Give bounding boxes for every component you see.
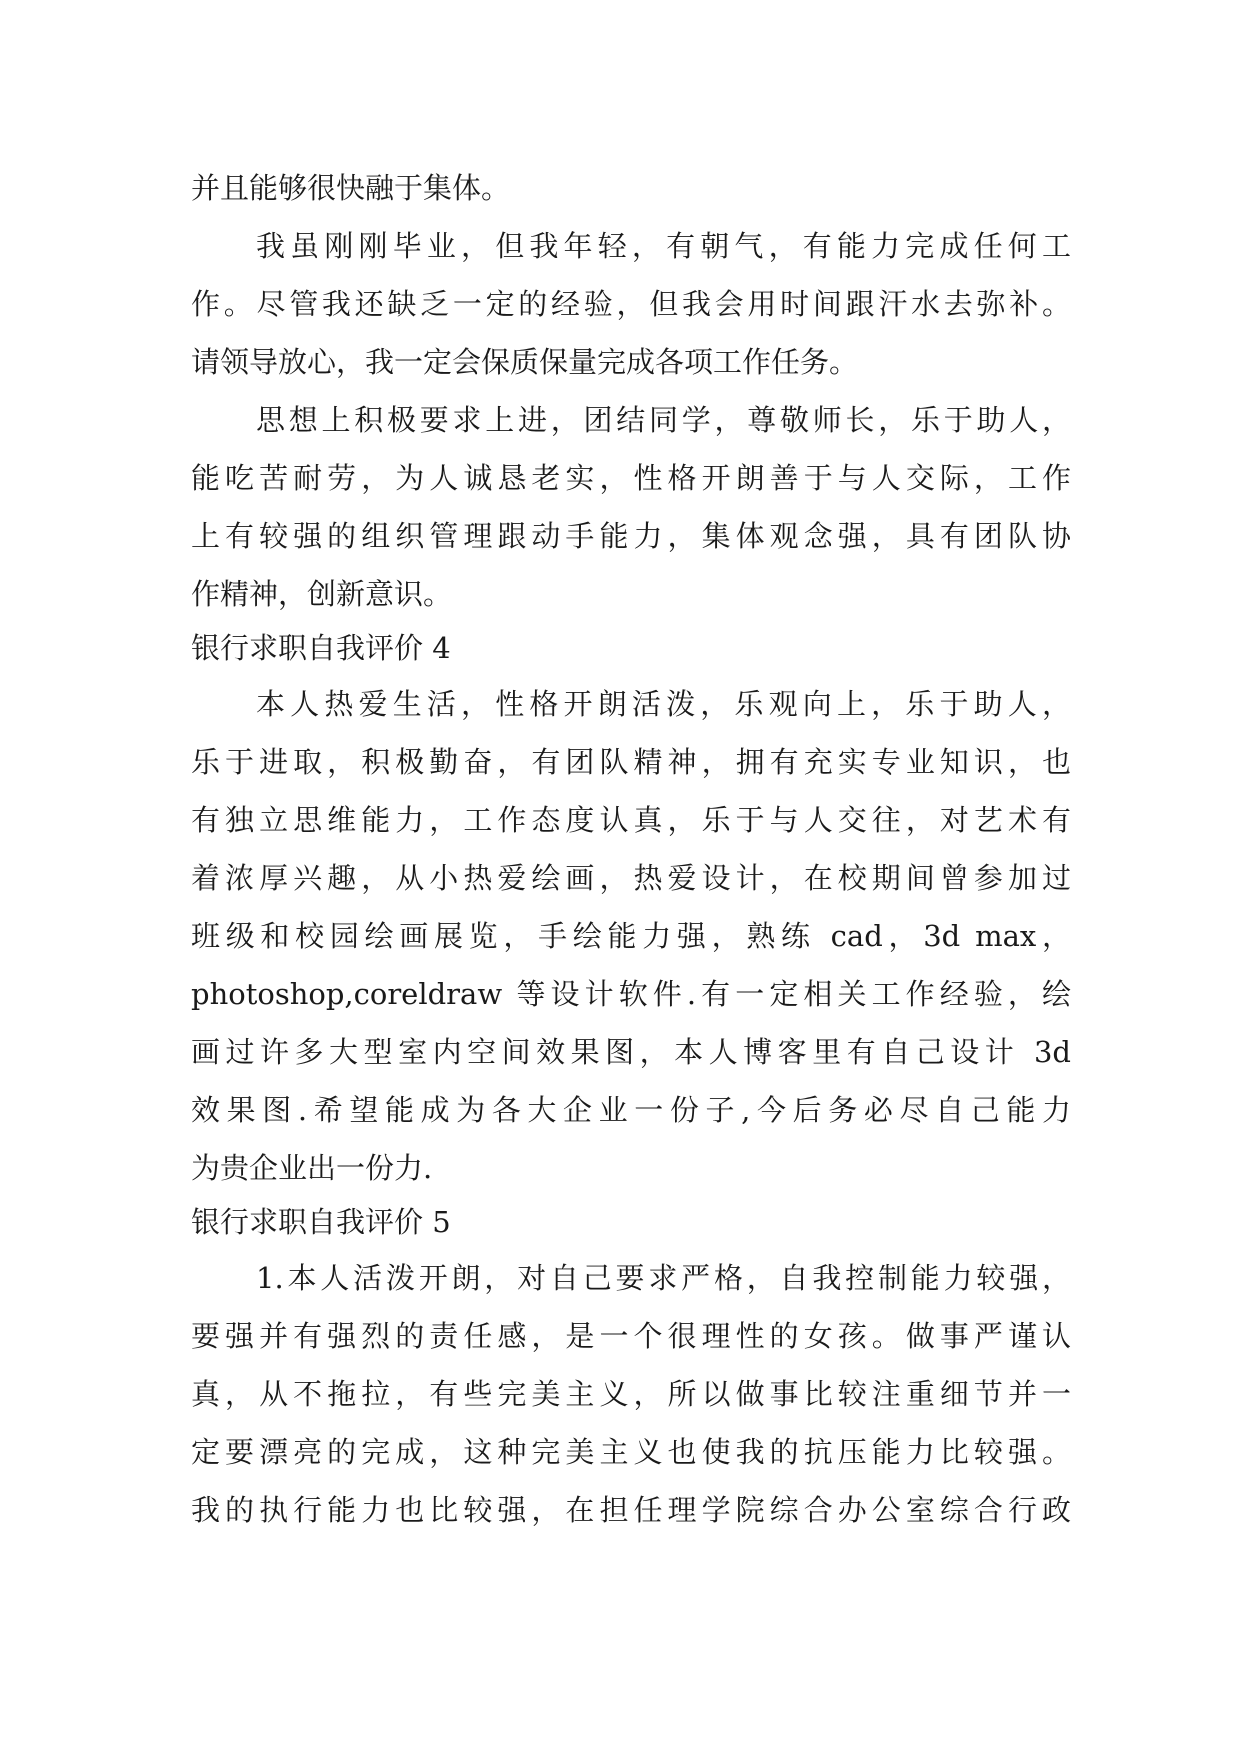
text-line: 真，从不拖拉，有些完美主义，所以做事比较注重细节并一 (191, 1377, 1071, 1411)
text-line: 效果图.希望能成为各大企业一份子,今后务必尽自己能力 (191, 1093, 1071, 1127)
text-line: photoshop,coreldraw 等设计软件.有一定相关工作经验，绘 (191, 977, 1071, 1011)
text-line: 能吃苦耐劳，为人诚恳老实，性格开朗善于与人交际，工作 (191, 461, 1071, 495)
text-line: 班级和校园绘画展览，手绘能力强，熟练 cad，3d max， (191, 919, 1071, 953)
section-heading: 银行求职自我评价 5 (191, 1205, 451, 1239)
text-line: 定要漂亮的完成，这种完美主义也使我的抗压能力比较强。 (191, 1435, 1071, 1469)
text-line: 请领导放心，我一定会保质保量完成各项工作任务。 (191, 345, 859, 379)
text-line: 作。尽管我还缺乏一定的经验，但我会用时间跟汗水去弥补。 (191, 287, 1071, 321)
text-line: 作精神，创新意识。 (191, 577, 453, 611)
text-line: 为贵企业出一份力. (191, 1151, 433, 1185)
text-line: 我的执行能力也比较强，在担任理学院综合办公室综合行政 (191, 1493, 1071, 1527)
text-line: 要强并有强烈的责任感，是一个很理性的女孩。做事严谨认 (191, 1319, 1071, 1353)
text-line: 思想上积极要求上进，团结同学，尊敬师长，乐于助人， (256, 403, 1071, 437)
text-line: 我虽刚刚毕业，但我年轻，有朝气，有能力完成任何工 (256, 229, 1071, 263)
text-line: 有独立思维能力，工作态度认真，乐于与人交往，对艺术有 (191, 803, 1071, 837)
text-line: 乐于进取，积极勤奋，有团队精神，拥有充实专业知识，也 (191, 745, 1071, 779)
text-line: 1.本人活泼开朗，对自己要求严格，自我控制能力较强， (256, 1261, 1071, 1295)
text-line: 画过许多大型室内空间效果图，本人博客里有自己设计 3d (191, 1035, 1071, 1069)
text-line: 并且能够很快融于集体。 (191, 171, 511, 205)
text-line: 着浓厚兴趣，从小热爱绘画，热爱设计，在校期间曾参加过 (191, 861, 1071, 895)
section-heading: 银行求职自我评价 4 (191, 631, 451, 665)
text-line: 本人热爱生活，性格开朗活泼，乐观向上，乐于助人， (256, 687, 1071, 721)
text-line: 上有较强的组织管理跟动手能力，集体观念强，具有团队协 (191, 519, 1071, 553)
